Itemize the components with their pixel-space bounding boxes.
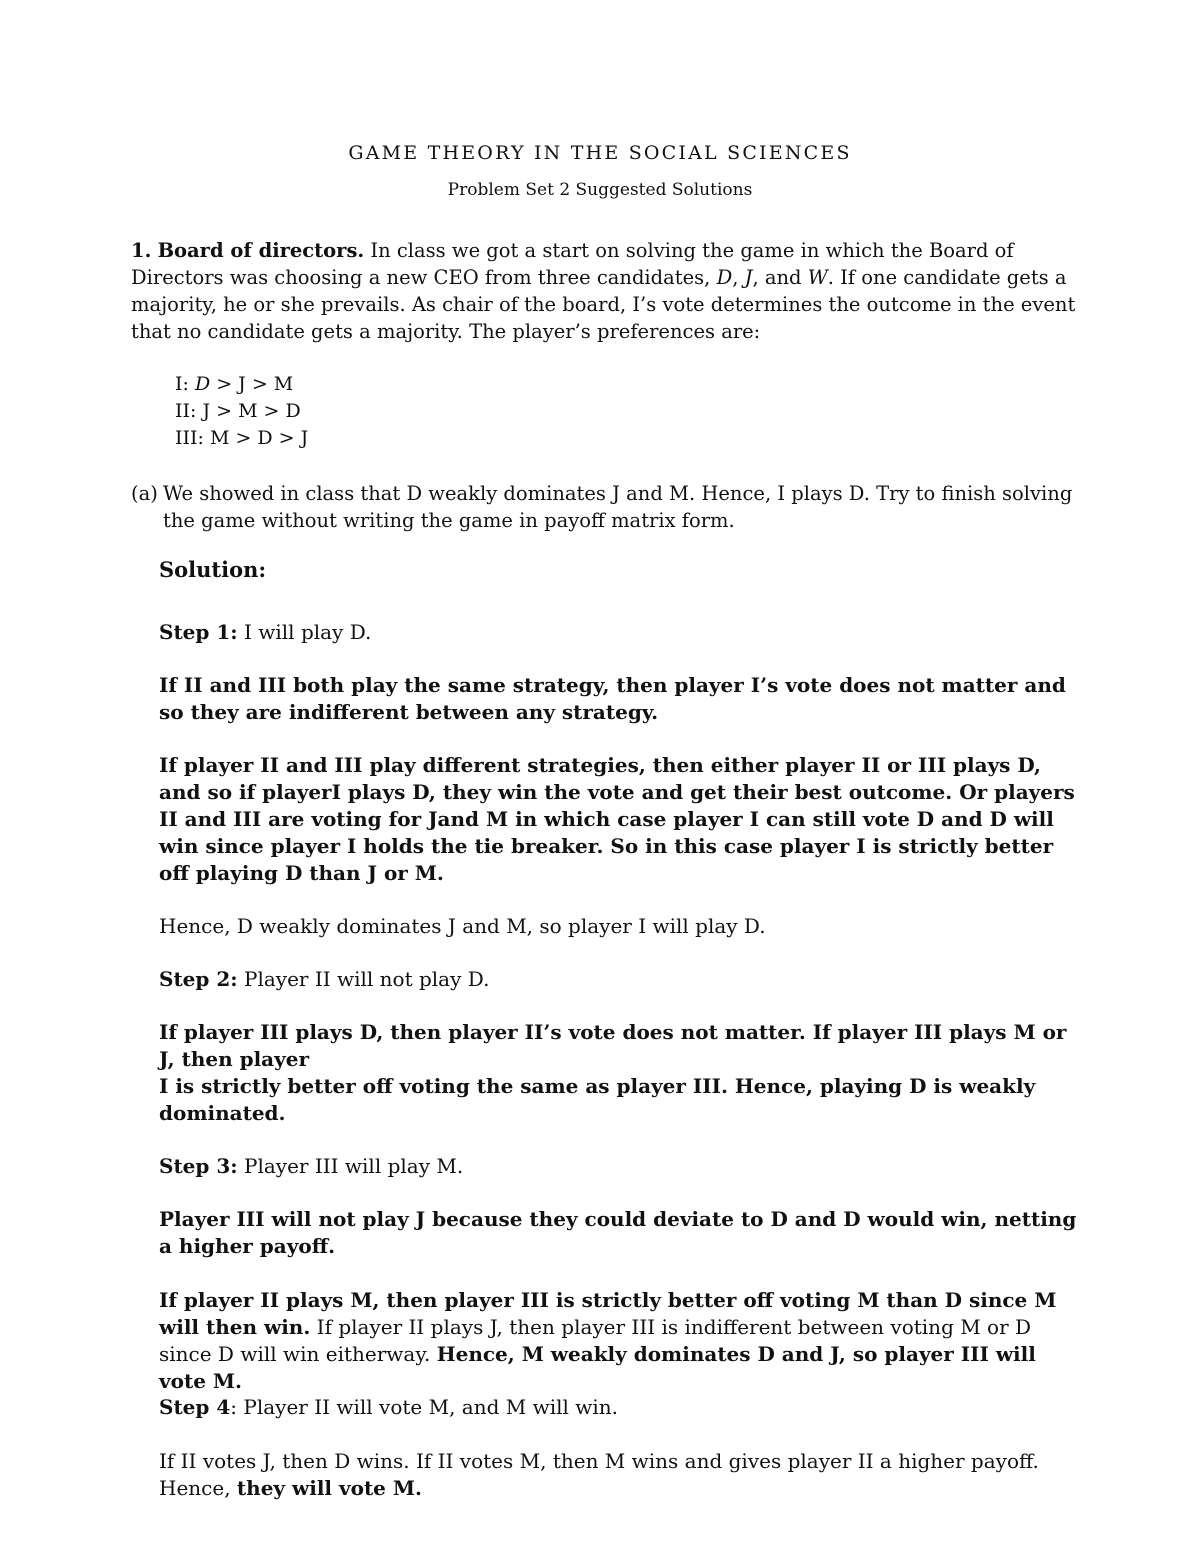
step-2-para-1	[159, 1019, 1089, 1127]
step-2-para-line-a: If player III plays D, then player II’s vote does not matter. If player III plays M or J, then player	[159, 1020, 1067, 1071]
text-run: If player II plays J, then player III is indifferent between voting M or D since D will win eitherway.	[159, 1315, 1032, 1366]
step-4-para-1	[159, 1448, 1089, 1502]
question-line-2: the game without writing the game in payoff matrix form.	[163, 509, 735, 532]
candidate-j: J	[744, 266, 753, 289]
step-label: Step 4	[159, 1395, 231, 1419]
problem-text-1: In class we got a start on solving the game in which the Board of Directors was choosing a new CEO from three candidates,	[131, 239, 1014, 289]
step-3-heading	[159, 1153, 1089, 1180]
problem-text-2: . If one candidate gets a majority, he or she prevails. As chair of the board, I’s vote determines the outcome in the event that no candidate gets a majority. The player’s preferences are:	[131, 266, 1076, 343]
question-a	[131, 480, 1091, 534]
step-2-para-line-b: I is strictly better off voting the same as player III. Hence, playing D is weakly dominated.	[159, 1074, 1036, 1125]
step-4-heading	[159, 1394, 1089, 1421]
step-3-para-2	[159, 1287, 1089, 1395]
question-label: (a)	[131, 482, 158, 505]
problem-statement	[131, 237, 1081, 345]
document-subtitle: Problem Set 2 Suggested Solutions	[447, 180, 753, 200]
candidate-w: W	[807, 266, 828, 289]
step-1-para-1: If II and III both play the same strategy, then player I’s vote does not matter and so they are indifferent between any strategy.	[159, 673, 1066, 724]
text-run: III	[236, 1207, 265, 1231]
preferences-list	[175, 371, 308, 452]
preference-player-2: II: J > M > D	[175, 400, 301, 422]
step-label: Step 2:	[159, 967, 238, 991]
preference-player-1	[175, 371, 308, 398]
pref-rest: > J > M	[210, 373, 294, 395]
step-1-heading	[159, 619, 1089, 646]
step-title: I will play D.	[237, 620, 372, 644]
question-line-1	[131, 480, 1091, 507]
step-title: Player II will not play D.	[237, 967, 490, 991]
pref-first: D	[194, 373, 211, 395]
step-2-heading	[159, 966, 1089, 993]
separator: ,	[732, 266, 745, 289]
text-run: Player	[159, 1207, 237, 1231]
step-1-para-3: Hence, D weakly dominates J and M, so player I will play D.	[159, 914, 766, 938]
step-label: Step 3:	[159, 1154, 238, 1178]
text-run: If player II plays M, then player III is strictly better off voting M than D since M will then win.	[159, 1288, 1057, 1339]
problem-heading: Board of directors.	[157, 239, 365, 262]
pref-prefix: I:	[175, 373, 195, 395]
solution-heading: Solution:	[159, 557, 267, 582]
separator: , and	[752, 266, 808, 289]
candidate-d: D	[716, 266, 733, 289]
question-text-1: We showed in class that D weakly dominates J and M. Hence, I plays D. Try to finish solving	[163, 482, 1073, 505]
text-run: they will vote M.	[236, 1476, 422, 1500]
text-run: Hence, M weakly dominates D and J, so player III will vote M.	[159, 1342, 1036, 1393]
step-1-para-2: If player II and III play different strategies, then either player II or III plays D, and so if playerI plays D, they win the vote and get their best outcome. Or players II and III are voting for Jand M in which case player I can still vote D and D will win since player I holds the tie breaker. So in this case player I is strictly better off playing D than J or M.	[159, 753, 1075, 885]
text-run: will not play J because they could deviate to D and D would win, netting a higher payoff.	[159, 1207, 1077, 1258]
text-run: If II votes J, then D wins. If II votes M, then M wins and gives player II a higher payoff. Hence,	[159, 1449, 1039, 1500]
preference-player-3: III: M > D > J	[175, 427, 309, 449]
document-title: GAME THEORY IN THE SOCIAL SCIENCES	[348, 142, 852, 164]
step-title: Player III will play M.	[237, 1154, 464, 1178]
step-title: : Player II will vote M, and M will win.	[230, 1395, 619, 1419]
step-label: Step 1:	[159, 620, 238, 644]
problem-number: 1.	[131, 239, 152, 262]
step-3-para-1	[159, 1206, 1089, 1260]
